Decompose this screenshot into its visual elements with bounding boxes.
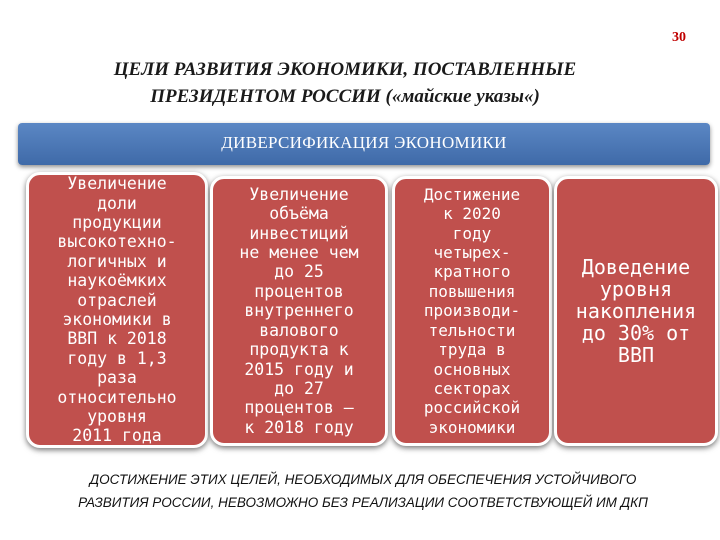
footer-note xyxy=(18,468,708,514)
goal-card-text: Увеличение доли продукции высокотехно- логичных и наукоёмких отраслей экономики в ВВП к 2018 году в 1,3 раза относительно уровня 2011 года xyxy=(57,174,177,446)
goal-card-investment xyxy=(210,176,388,446)
goal-card-productivity xyxy=(392,176,552,446)
goal-card-accumulation xyxy=(554,176,718,446)
goal-card-text: Достижение к 2020 году четырех- кратного повышения производи- тельности труда в основных секторах российской экономики xyxy=(423,184,521,437)
footer-line-1: ДОСТИЖЕНИЕ ЭТИХ ЦЕЛЕЙ, НЕОБХОДИМЫХ ДЛЯ ОБЕСПЕЧЕНИЯ УСТОЙЧИВОГО xyxy=(89,472,637,487)
page-number: 30 xyxy=(672,30,686,45)
goal-card-text: Доведение уровня накопления до 30% от ВВП xyxy=(575,255,697,367)
title-line-2: ПРЕЗИДЕНТОМ РОССИИ («майские указы«) xyxy=(150,86,540,107)
goal-card-text: Увеличение объёма инвестиций не менее чем до 25 процентов внутреннего валового продукта к 2015 году и до 27 процентов – к 2018 году xyxy=(239,184,359,437)
goal-card-high-tech-share xyxy=(26,172,208,448)
slide-title xyxy=(40,56,650,110)
title-line-1: ЦЕЛИ РАЗВИТИЯ ЭКОНОМИКИ, ПОСТАВЛЕННЫЕ xyxy=(113,59,577,80)
banner-label: ДИВЕРСИФИКАЦИЯ ЭКОНОМИКИ xyxy=(221,133,507,152)
diversification-banner xyxy=(18,123,710,165)
footer-line-2: РАЗВИТИЯ РОССИИ, НЕВОЗМОЖНО БЕЗ РЕАЛИЗАЦИИ СООТВЕТСТВУЮЩЕЙ ИМ ДКП xyxy=(78,495,648,510)
